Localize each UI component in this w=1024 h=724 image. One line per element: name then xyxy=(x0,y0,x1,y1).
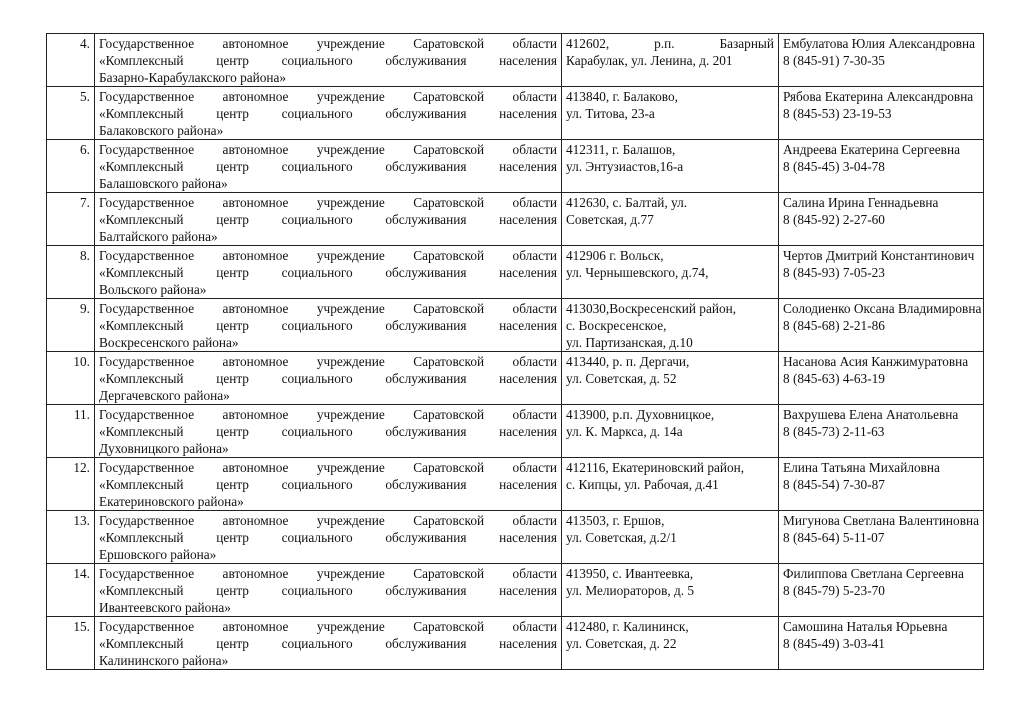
contact-person: Ембулатова Юлия Александровна xyxy=(783,36,976,51)
row-number: 11. xyxy=(47,405,95,458)
contact-person: Андреева Екатерина Сергеевна xyxy=(783,142,960,157)
institution-contact xyxy=(779,511,984,564)
institution-address: 412116, Екатериновский район, с. Кипцы, ул. Рабочая, д.41 xyxy=(562,458,779,511)
institution-address: 413030,Воскресенский район, с. Воскресенское, ул. Партизанская, д.10 xyxy=(562,299,779,352)
institution-address: 413440, р. п. Дергачи, ул. Советская, д. 52 xyxy=(562,352,779,405)
institution-address: 412906 г. Вольск, ул. Чернышевского, д.74, xyxy=(562,246,779,299)
contact-phone: 8 (845-91) 7-30-35 xyxy=(783,53,885,68)
contact-phone: 8 (845-64) 5-11-07 xyxy=(783,530,885,545)
table-row xyxy=(47,34,984,87)
contact-phone: 8 (845-54) 7-30-87 xyxy=(783,477,885,492)
table-row xyxy=(47,617,984,670)
institution-name: Государственное автономное учреждение Саратовской области «Комплексный центр социального обслуживания населения Екатериновского района» xyxy=(95,458,562,511)
contact-person: Чертов Дмитрий Константинович xyxy=(783,248,975,263)
row-number: 12. xyxy=(47,458,95,511)
contact-person: Филиппова Светлана Сергеевна xyxy=(783,566,964,581)
institution-address: 412630, с. Балтай, ул. Советская, д.77 xyxy=(562,193,779,246)
table-row xyxy=(47,352,984,405)
contact-person: Салина Ирина Геннадьевна xyxy=(783,195,939,210)
table-row xyxy=(47,405,984,458)
contact-person: Рябова Екатерина Александровна xyxy=(783,89,974,104)
institution-contact xyxy=(779,299,984,352)
table-row xyxy=(47,458,984,511)
contact-person: Насанова Асия Канжимуратовна xyxy=(783,354,969,369)
contact-phone: 8 (845-53) 23-19-53 xyxy=(783,106,892,121)
institution-name: Государственное автономное учреждение Саратовской области «Комплексный центр социального обслуживания населения Ивантеевского района» xyxy=(95,564,562,617)
institution-contact xyxy=(779,458,984,511)
contact-phone: 8 (845-79) 5-23-70 xyxy=(783,583,885,598)
row-number: 9. xyxy=(47,299,95,352)
row-number: 13. xyxy=(47,511,95,564)
institution-contact xyxy=(779,246,984,299)
institution-address: 413840, г. Балаково, ул. Титова, 23-а xyxy=(562,87,779,140)
institution-name: Государственное автономное учреждение Саратовской области «Комплексный центр социального обслуживания населения Воскресенского района» xyxy=(95,299,562,352)
row-number: 10. xyxy=(47,352,95,405)
row-number: 15. xyxy=(47,617,95,670)
contact-phone: 8 (845-45) 3-04-78 xyxy=(783,159,885,174)
row-number: 4. xyxy=(47,34,95,87)
contact-person: Самошина Наталья Юрьевна xyxy=(783,619,948,634)
table-row xyxy=(47,193,984,246)
table-row xyxy=(47,299,984,352)
table-row xyxy=(47,564,984,617)
institution-contact xyxy=(779,564,984,617)
contact-person: Вахрушева Елена Анатольевна xyxy=(783,407,959,422)
institutions-table xyxy=(46,33,984,670)
table-row xyxy=(47,246,984,299)
institution-contact xyxy=(779,193,984,246)
institution-name: Государственное автономное учреждение Саратовской области «Комплексный центр социального обслуживания населения Дергачевского района» xyxy=(95,352,562,405)
row-number: 5. xyxy=(47,87,95,140)
contact-person: Солодиенко Оксана Владимировна xyxy=(783,301,982,316)
institution-contact xyxy=(779,617,984,670)
table-row xyxy=(47,511,984,564)
institution-name: Государственное автономное учреждение Саратовской области «Комплексный центр социального обслуживания населения Базарно-Карабулакского района» xyxy=(95,34,562,87)
institution-address: 413900, р.п. Духовницкое, ул. К. Маркса, д. 14а xyxy=(562,405,779,458)
institution-address: 413950, с. Ивантеевка, ул. Мелиораторов, д. 5 xyxy=(562,564,779,617)
institution-contact xyxy=(779,140,984,193)
contact-phone: 8 (845-63) 4-63-19 xyxy=(783,371,885,386)
contact-phone: 8 (845-68) 2-21-86 xyxy=(783,318,885,333)
institution-name: Государственное автономное учреждение Саратовской области «Комплексный центр социального обслуживания населения Калининского района» xyxy=(95,617,562,670)
institution-address: 412480, г. Калининск, ул. Советская, д. 22 xyxy=(562,617,779,670)
row-number: 6. xyxy=(47,140,95,193)
contact-person: Елина Татьяна Михайловна xyxy=(783,460,940,475)
institution-name: Государственное автономное учреждение Саратовской области «Комплексный центр социального обслуживания населения Балашовского района» xyxy=(95,140,562,193)
row-number: 8. xyxy=(47,246,95,299)
institution-address: 412602, р.п. Базарный Карабулак, ул. Ленина, д. 201 xyxy=(562,34,779,87)
institution-name: Государственное автономное учреждение Саратовской области «Комплексный центр социального обслуживания населения Вольского района» xyxy=(95,246,562,299)
table-row xyxy=(47,140,984,193)
table-row xyxy=(47,87,984,140)
institution-name: Государственное автономное учреждение Саратовской области «Комплексный центр социального обслуживания населения Духовницкого района» xyxy=(95,405,562,458)
institution-contact xyxy=(779,87,984,140)
institution-name: Государственное автономное учреждение Саратовской области «Комплексный центр социального обслуживания населения Ершовского района» xyxy=(95,511,562,564)
institution-contact xyxy=(779,405,984,458)
institution-address: 412311, г. Балашов, ул. Энтузиастов,16-а xyxy=(562,140,779,193)
contact-person: Мигунова Светлана Валентиновна xyxy=(783,513,979,528)
institution-contact xyxy=(779,34,984,87)
contact-phone: 8 (845-92) 2-27-60 xyxy=(783,212,885,227)
contact-phone: 8 (845-73) 2-11-63 xyxy=(783,424,885,439)
institution-address: 413503, г. Ершов, ул. Советская, д.2/1 xyxy=(562,511,779,564)
contact-phone: 8 (845-49) 3-03-41 xyxy=(783,636,885,651)
institution-name: Государственное автономное учреждение Саратовской области «Комплексный центр социального обслуживания населения Балаковского района» xyxy=(95,87,562,140)
row-number: 14. xyxy=(47,564,95,617)
contact-phone: 8 (845-93) 7-05-23 xyxy=(783,265,885,280)
row-number: 7. xyxy=(47,193,95,246)
institution-name: Государственное автономное учреждение Саратовской области «Комплексный центр социального обслуживания населения Балтайского района» xyxy=(95,193,562,246)
institution-contact xyxy=(779,352,984,405)
